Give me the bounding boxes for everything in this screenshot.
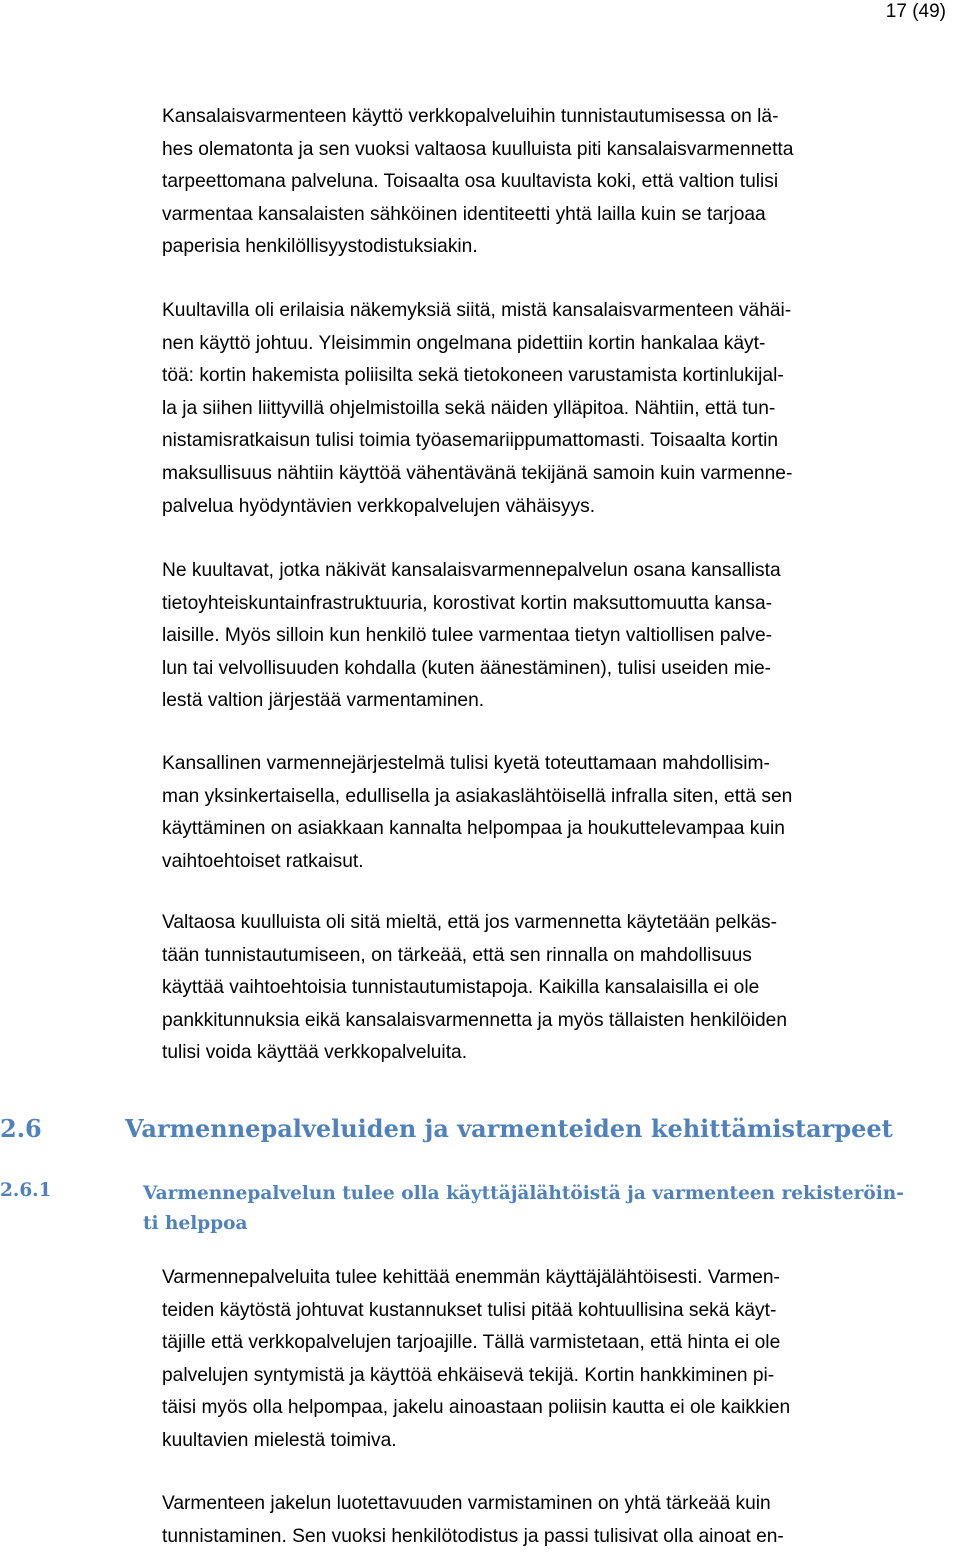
paragraph-4: Kansallinen varmennejärjestelmä tulisi kyetä toteuttamaan mahdollisim- man yksinkertaisella, edullisella ja asiakaslähtöisellä infralla siten, että sen käyttäminen on asiakkaan kannalta helpompaa ja houkuttelevampaa kuin vaihtoehtoiset ratkaisut. (162, 753, 793, 872)
paragraph-1: Kansalaisvarmenteen käyttö verkkopalveluihin tunnistautumisessa on lä- hes olematonta ja sen vuoksi valtaosa kuulluista piti kansalaisvarmennetta tarpeettomana palveluna. Toisaalta osa kuultavista koki, että valtion tulisi varmentaa kansalaisten sähköinen identiteetti yhtä lailla kuin se tarjoaa paperisia henkilöllisyystodistuksiakin. (162, 106, 794, 258)
section-title: Varmennepalveluiden ja varmenteiden kehittämistarpeet (125, 1114, 893, 1143)
paragraph-5: Valtaosa kuulluista oli sitä mieltä, että jos varmennetta käytetään pelkäs- tään tunnistautumiseen, on tärkeää, että sen rinnalla on mahdollisuus käyttää vaihtoehtoisia tunnistautumistapoja. Kaikilla kansalaisilla ei ole pankkitunnuksia eikä kansalaisvarmennetta ja myös tällaisten henkilöiden tulisi voida käyttää verkkopalveluita. (162, 912, 788, 1064)
section-heading (0, 1113, 893, 1145)
section-number: 2.6 (0, 1114, 42, 1143)
paragraph-3: Ne kuultavat, jotka näkivät kansalaisvarmennepalvelun osana kansallista tietoyhteiskuntainfrastruktuuria, korostivat kortin maksuttomuutta kansa- laisille. Myös silloin kun henkilö tulee varmentaa tietyn valtiollisen palve- lun tai velvollisuuden kohdalla (kuten äänestäminen), tulisi useiden mie- lestä valtion järjestää varmentaminen. (162, 560, 781, 712)
paragraph-2: Kuultavilla oli erilaisia näkemyksiä siitä, mistä kansalaisvarmenteen vähäi- nen käyttö johtuu. Yleisimmin ongelmana pidettiin kortin hankalaa käyt- töä: kortin hakemista poliisilta sekä tietokoneen varustamista kortinlukijal- la ja siihen liittyvillä ohjelmistoilla sekä näiden ylläpitoa. Nähtiin, että tun- nistamisratkaisun tulisi toimia työasemariippumattomasti. Toisaalta kortin maksullisuus nähtiin käyttöä vähentävänä tekijänä samoin kuin varmenne- palvelua hyödyntävien verkkopalvelujen vähäisyys. (162, 300, 793, 517)
sub-paragraph-2: Varmenteen jakelun luotettavuuden varmistaminen on yhtä tärkeää kuin tunnistaminen. Sen vuoksi henkilötodistus ja passi tulisivat olla ainoat en- (162, 1493, 784, 1547)
subsection-title: Varmennepalvelun tulee olla käyttäjälähtöistä ja varmenteen rekisteröin- ti helppoa (143, 1183, 904, 1234)
sub-paragraph-1: Varmennepalveluita tulee kehittää enemmän käyttäjälähtöisesti. Varmen- teiden käytöstä johtuvat kustannukset tulisi pitää kohtuullisina sekä käyt- täjille että verkkopalvelujen tarjoajille. Tällä varmistetaan, että hinta ei ole palvelujen syntymistä ja käyttöä ehkäisevä tekijä. Kortin hankkiminen pi- täisi myös olla helpompaa, jakelu ainoastaan poliisin kautta ei ole kaikkien kuultavien mielestä toimiva. (162, 1267, 791, 1451)
subsection-number: 2.6.1 (0, 1180, 52, 1201)
page-number: 17 (49) (885, 1, 946, 22)
